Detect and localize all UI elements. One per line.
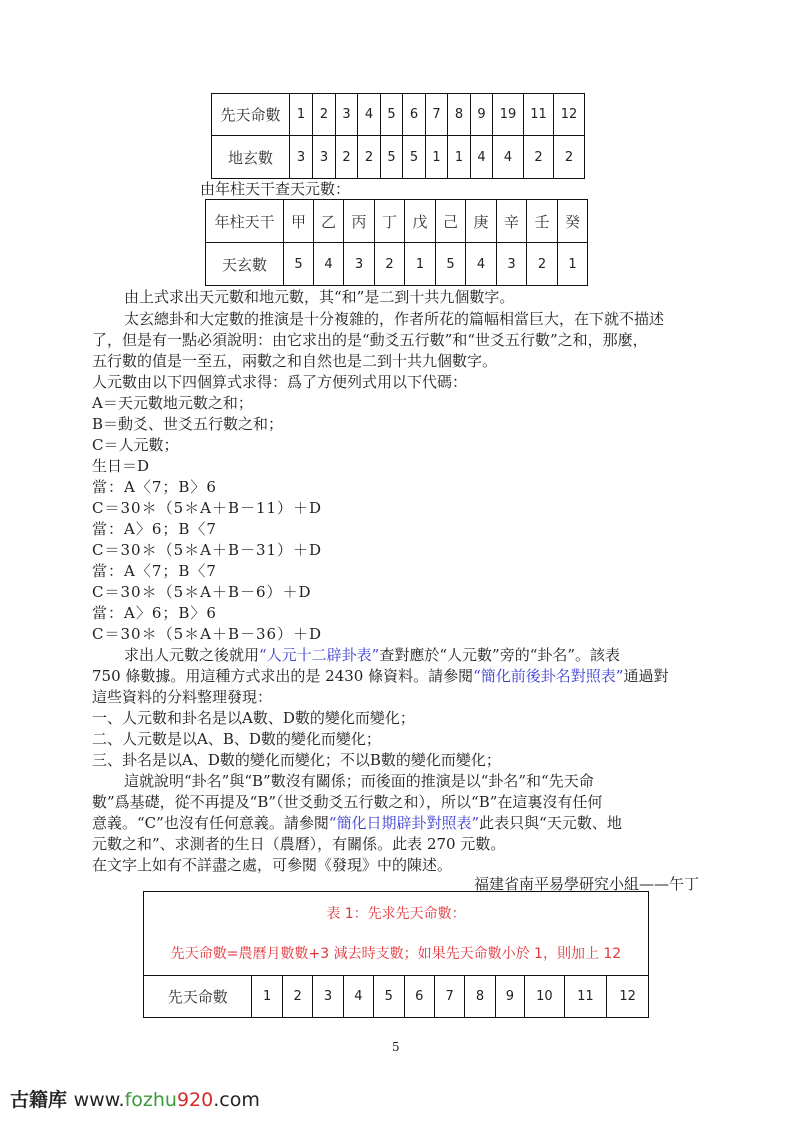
table-1-title: 表 1：先求先天命數： — [326, 905, 466, 922]
row-header: 年柱天干 — [206, 200, 284, 243]
definition-a: A＝天元數地元數之和； — [92, 394, 253, 412]
table-row — [206, 243, 588, 286]
table-cell: 5 — [436, 243, 466, 286]
url-suffix: .com — [213, 1089, 260, 1111]
table-cell: 3 — [313, 976, 343, 1018]
table-row — [144, 976, 649, 1018]
row-header: 地玄數 — [212, 136, 290, 179]
row-header: 天玄數 — [206, 243, 284, 286]
table-cell: 1 — [426, 136, 448, 179]
table-cell: 5 — [403, 136, 426, 179]
formula-1: C＝30＊（5＊A＋B－11）＋D — [92, 499, 323, 517]
table-cell: 3 — [344, 243, 375, 286]
table-cell: 4 — [493, 136, 524, 179]
table-cell: 2 — [554, 136, 585, 179]
url-green: fozhu — [124, 1089, 177, 1111]
finding-item-2: 二、人元數是以A、B、D數的變化而變化； — [92, 730, 381, 748]
table-cell: 2 — [524, 136, 554, 179]
paragraph-6: 在文字上如有不詳盡之處，可參閱《發現》中的陳述。 — [92, 856, 453, 874]
paragraph-5-line-3 — [92, 813, 622, 833]
table-cell: 4 — [471, 136, 493, 179]
table-row — [144, 892, 649, 976]
finding-item-3: 三、卦名是以A、D數的變化而變化；不以B數的變化而變化； — [92, 751, 501, 769]
table-1-header — [144, 892, 649, 976]
paragraph-2-line-1: 太玄總卦和大定數的推演是十分複雜的，作者所花的篇幅相當巨大，在下就不描述 — [124, 310, 665, 328]
table-cell: 19 — [493, 94, 524, 136]
watermark-url[interactable] — [74, 1089, 260, 1111]
paragraph-5-line-4: 元數之和”、求測者的生日（農曆），有關係。此表 270 元數。 — [92, 835, 506, 853]
table-cell: 乙 — [314, 200, 344, 243]
link-simplified-name-table[interactable]: “簡化前後卦名對照表” — [473, 667, 624, 685]
table-cell: 甲 — [284, 200, 314, 243]
paragraph-5-line-2: 數”爲基礎，從不再提及“B”（世爻動爻五行數之和），所以“B”在這裏沒有任何 — [92, 793, 603, 811]
text: 求出人元數之後就用 — [124, 646, 260, 664]
tiangan-table — [205, 199, 588, 286]
table-cell: 丁 — [375, 200, 405, 243]
paragraph-2-line-3: 五行數的值是一至五，兩數之和自然也是二到十共九個數字。 — [92, 352, 498, 370]
table-cell: 2 — [313, 94, 336, 136]
condition-1: 當：A〈7；B〉6 — [92, 478, 217, 496]
formula-4: C＝30＊（5＊A＋B－36）＋D — [92, 625, 323, 643]
table-cell: 10 — [525, 976, 565, 1018]
table-cell: 8 — [465, 976, 495, 1018]
table-cell: 2 — [375, 243, 405, 286]
table-cell: 5 — [284, 243, 314, 286]
table-cell: 3 — [336, 94, 358, 136]
table-cell: 2 — [336, 136, 358, 179]
table-cell: 4 — [314, 243, 344, 286]
table-cell: 11 — [524, 94, 554, 136]
table-cell: 己 — [436, 200, 466, 243]
table-cell: 庚 — [466, 200, 497, 243]
table-cell: 8 — [448, 94, 471, 136]
table-cell: 12 — [607, 976, 649, 1018]
table-cell: 6 — [403, 94, 426, 136]
table-cell: 戊 — [405, 200, 436, 243]
paragraph-4-line-2 — [92, 666, 668, 686]
table-cell: 11 — [564, 976, 607, 1018]
text: 通過對 — [623, 667, 669, 685]
table-cell: 1 — [290, 94, 313, 136]
table-row — [212, 94, 585, 136]
row-header: 先天命數 — [212, 94, 290, 136]
formula-3: C＝30＊（5＊A＋B－6）＋D — [92, 583, 312, 601]
page-number: 5 — [392, 1040, 400, 1054]
table-cell: 癸 — [558, 200, 588, 243]
paragraph-4-line-1 — [124, 645, 620, 665]
url-red: 920 — [176, 1089, 214, 1111]
table-cell: 2 — [358, 136, 381, 179]
text: 查對應於“人元數”旁的“卦名”。該表 — [379, 646, 621, 664]
table-cell: 9 — [471, 94, 493, 136]
definition-b: B＝動爻、世爻五行數之和； — [92, 415, 284, 433]
row-header: 先天命數 — [144, 976, 252, 1018]
paragraph-3: 人元數由以下四個算式求得：爲了方便列式用以下代碼： — [92, 373, 468, 391]
table-cell: 4 — [343, 976, 373, 1018]
table-cell: 壬 — [527, 200, 558, 243]
watermark-label: 古籍库 — [10, 1089, 68, 1111]
table-cell: 5 — [381, 94, 403, 136]
table-cell: 3 — [313, 136, 336, 179]
link-simplified-date-table[interactable]: “簡化日期辟卦對照表” — [328, 814, 480, 832]
table-cell: 1 — [448, 136, 471, 179]
table-1 — [143, 891, 649, 1018]
formula-2: C＝30＊（5＊A＋B－31）＋D — [92, 541, 323, 559]
table-cell: 12 — [554, 94, 585, 136]
text: 意義。“C”也沒有任何意義。請參閱 — [92, 814, 329, 832]
table-cell: 9 — [495, 976, 524, 1018]
text: 此表只與“天元數、地 — [479, 814, 622, 832]
table-cell: 3 — [497, 243, 527, 286]
table-1-formula: 先天命數=農曆月數數+3 減去時支數；如果先天命數小於 1，則加上 12 — [170, 945, 622, 962]
table-cell: 4 — [466, 243, 497, 286]
definition-d: 生日＝D — [92, 457, 150, 475]
table-cell: 7 — [434, 976, 464, 1018]
table-cell: 1 — [405, 243, 436, 286]
paragraph-4-line-3: 這些資料的分料整理發現： — [92, 688, 273, 706]
definition-c: C＝人元數； — [92, 436, 179, 454]
table-cell: 7 — [426, 94, 448, 136]
table-cell: 5 — [381, 136, 403, 179]
condition-4: 當：A〉6；B〉6 — [92, 604, 217, 622]
condition-2: 當：A〉6；B〈7 — [92, 520, 217, 538]
xiantian-dixuan-table — [211, 93, 585, 179]
table-cell: 1 — [558, 243, 588, 286]
table-cell: 3 — [290, 136, 313, 179]
table-cell: 2 — [527, 243, 558, 286]
text: 750 條數據。用這種方式求出的是 2430 條資料。請參閱 — [92, 667, 474, 685]
paragraph-2-line-2: 了，但是有一點必須說明：由它求出的是“動爻五行數”和“世爻五行數”之和，那麼， — [92, 331, 648, 349]
table-cell: 1 — [252, 976, 282, 1018]
table-cell: 6 — [404, 976, 434, 1018]
tianyuan-caption: 由年柱天干查天元數： — [200, 180, 351, 198]
table-row — [212, 136, 585, 179]
paragraph-5-line-1: 這就說明“卦名”與“B”數沒有關係；而後面的推演是以“卦名”和“先天命 — [124, 772, 594, 790]
table-cell: 5 — [374, 976, 404, 1018]
table-cell: 4 — [358, 94, 381, 136]
url-prefix: www. — [73, 1089, 125, 1111]
condition-3: 當：A〈7；B〈7 — [92, 562, 217, 580]
paragraph-1: 由上式求出天元數和地元數，其“和”是二到十共九個數字。 — [124, 288, 515, 306]
table-cell: 辛 — [497, 200, 527, 243]
table-cell: 丙 — [344, 200, 375, 243]
signature: 福建省南平易學研究小組——午丁 — [473, 875, 699, 893]
watermark — [10, 1088, 260, 1112]
finding-item-1: 一、人元數和卦名是以A數、D數的變化而變化； — [92, 709, 415, 727]
link-renyuan-table[interactable]: “人元十二辟卦表” — [259, 646, 380, 664]
table-row — [206, 200, 588, 243]
table-cell: 2 — [282, 976, 312, 1018]
